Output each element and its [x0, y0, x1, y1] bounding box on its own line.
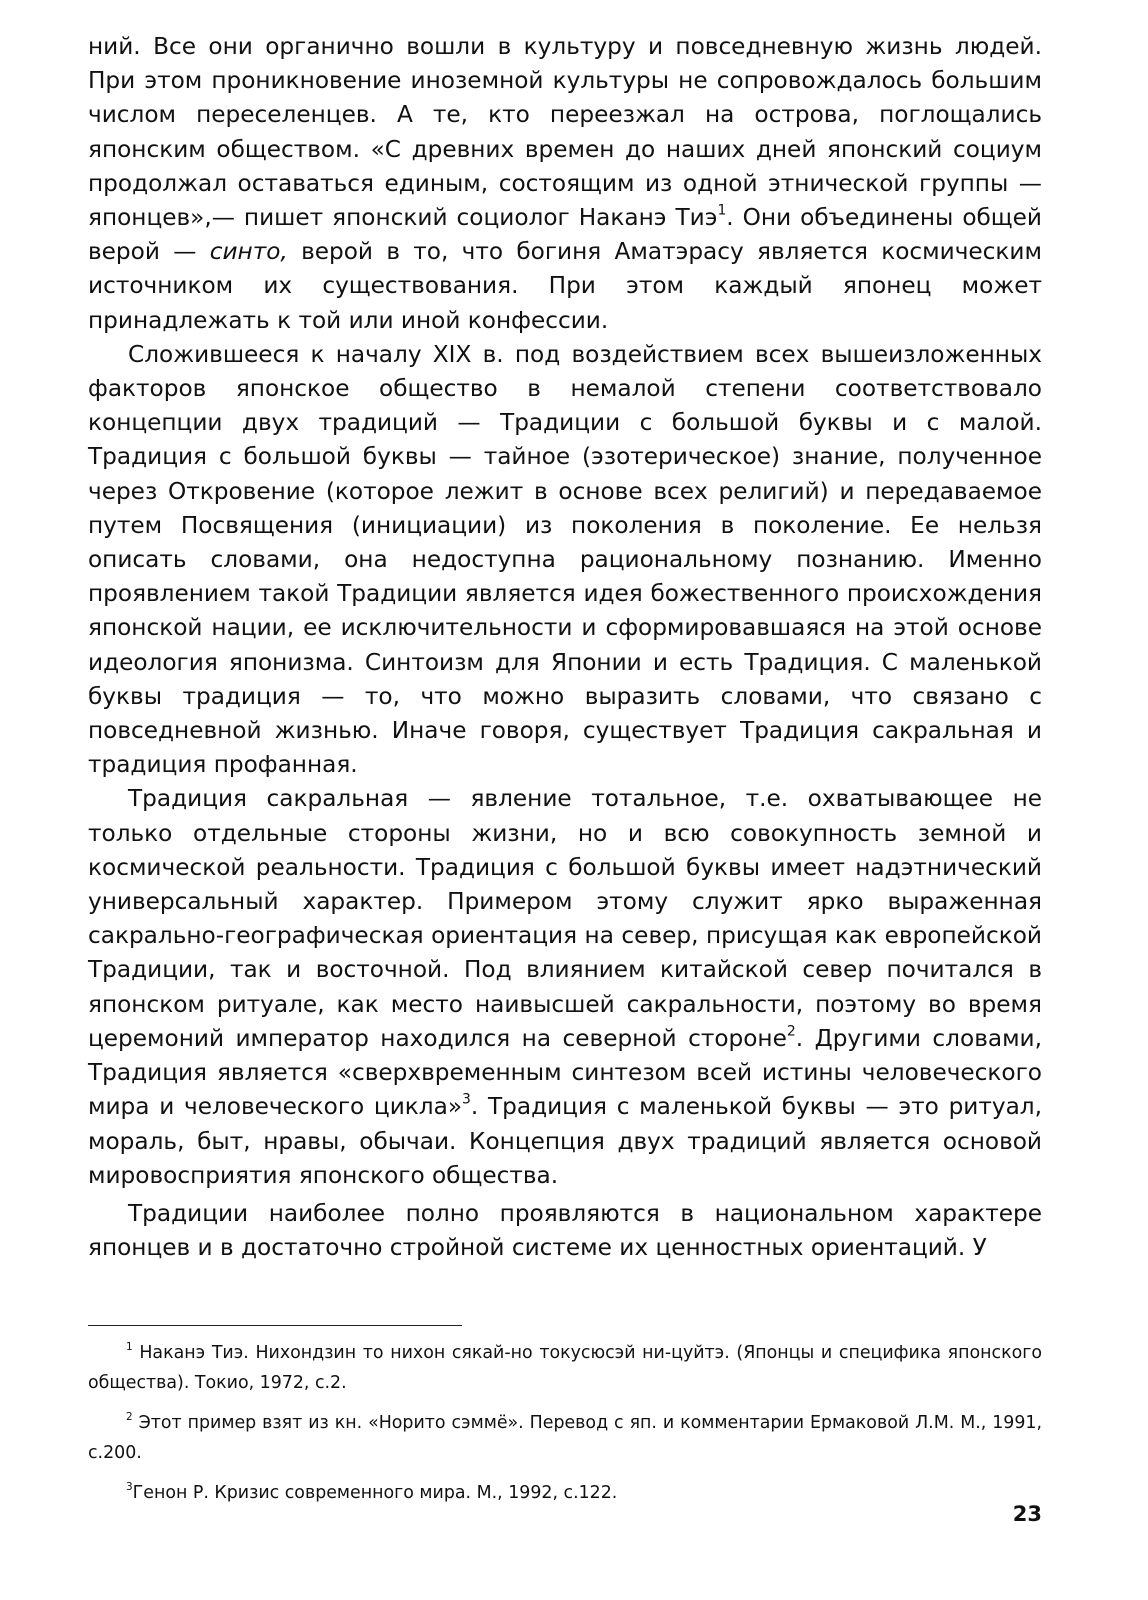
footnote-1-text: Наканэ Тиэ. Нихондзин то нихон сякай-но токусюсэй ни-цуйтэ. (Японцы и специфика японского общества). Токио, 1972, с.2.	[88, 1343, 1042, 1393]
page-number: 23	[1012, 1502, 1042, 1526]
paragraph-3-part-b: . Другими словами, Традиция является «сверхвременным синтезом всей истины человеческого мира и человеческого цикла»	[88, 1024, 1042, 1121]
footnote-1	[88, 1338, 1042, 1398]
paragraph-1-part-b: . Они объединены общей верой —	[88, 204, 1042, 266]
footnote-ref-1: 1	[717, 202, 727, 219]
paragraph-4: Традиции наиболее полно проявляются в национальном характере японцев и в достаточно стройной системе их ценностных ориентаций. У	[88, 1199, 1042, 1262]
footnote-2-number: 2	[126, 1411, 133, 1424]
footnote-ref-2: 2	[786, 1023, 796, 1040]
paragraph-2: Сложившееся к началу XIX в. под воздействием всех вышеизложенных факторов японское общество в немалой степени соответствовало концепции двух традиций — Традиции с большой буквы и с малой. Традиция с большой буквы — тайное (эзотерическое) знание, полученное через Откровение (которое лежит в основе всех религий) и передаваемое путем Посвящения (инициации) из поколения в поколение. Ее нельзя описать словами, она недоступна рациональному познанию. Именно проявлением такой Традиции является идея божественного происхождения японской нации, ее исключительности и сформировавшаяся на этой основе идеология японизма. Синтоизм для Японии и есть Традиция. С маленькой буквы традиция — то, что можно выразить словами, что связано с повседневной жизнью. Иначе говоря, существует Традиция сакральная и традиция профанная.	[88, 340, 1042, 779]
paragraph-1	[88, 30, 1042, 338]
footnote-ref-3: 3	[462, 1091, 471, 1108]
paragraph-3	[88, 782, 1042, 1192]
footnote-2	[88, 1408, 1042, 1468]
footnote-1-number: 1	[126, 1341, 133, 1354]
paragraph-1-part-a: ний. Все они органично вошли в культуру и повседневную жизнь людей. При этом проникновение иноземной культуры не сопровождалось большим числом переселенцев. А те, кто переезжал на острова, поглощались японским обществом. «С древних времен до наших дней японский социум продолжал оставаться единым, состоящим из одной этнической группы — японцев»,— пишет японский социолог Наканэ Тиэ	[88, 33, 1042, 232]
footnotes	[88, 1338, 1042, 1518]
footnote-separator	[88, 1325, 462, 1326]
paragraph-1-part-c: верой в то, что богиня Аматэрасу является космическим источником их существования. При этом каждый японец может принадлежать к той или иной конфессии.	[88, 238, 1042, 334]
footnote-3-number: 3	[126, 1481, 133, 1494]
paragraph-3-part-c: . Традиция с маленькой буквы — это ритуал, мораль, быт, нравы, обычаи. Концепция двух традиций является основой мировосприятия японского общества.	[88, 1093, 1042, 1189]
main-text	[88, 30, 1042, 1265]
paragraph-1-italic-term: синто,	[209, 238, 288, 266]
footnote-3	[88, 1478, 1042, 1508]
footnote-3-text: Генон Р. Кризис современного мира. М., 1992, с.122.	[132, 1483, 618, 1503]
paragraph-3-part-a: Традиция сакральная — явление тотальное, т.е. охватывающее не только отдельные стороны жизни, но и всю совокупность земной и космической реальности. Традиция с большой буквы имеет надэтнический универсальный характер. Примером этому служит ярко выраженная сакрально-географическая ориентация на север, присущая как европейской Традиции, так и восточной. Под влиянием китайской север почитался в японском ритуале, как место наивысшей сакральности, поэтому во время церемоний император находился на северной стороне	[88, 785, 1042, 1052]
footnote-2-text: Этот пример взят из кн. «Норито сэммё». Перевод с яп. и комментарии Ермаковой Л.М. М., 1991, с.200.	[88, 1413, 1042, 1463]
